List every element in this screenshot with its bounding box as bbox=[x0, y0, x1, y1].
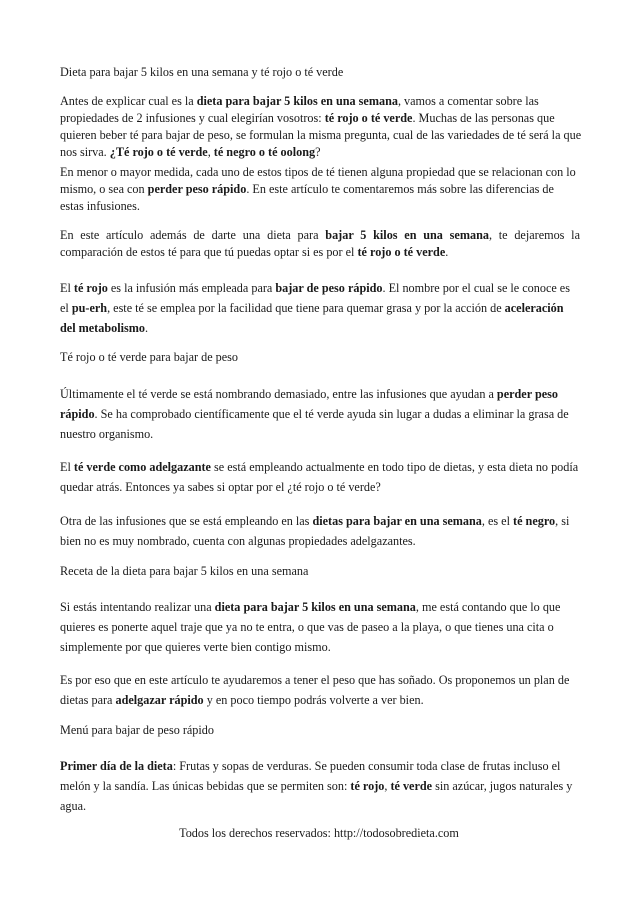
text-run: Es por eso que en este artículo te ayudaremos a tener el peso que has soñado. Os proponemos un plan de dietas para bbox=[60, 673, 570, 707]
bold-text: té verde bbox=[390, 779, 433, 793]
paragraph-primer-dia bbox=[60, 756, 580, 816]
bold-text: té rojo bbox=[350, 779, 385, 793]
text-run: , bbox=[384, 779, 391, 793]
paragraph-adelgazante bbox=[60, 457, 580, 497]
bold-text: té verde como adelgazante bbox=[73, 460, 211, 474]
text-run: , bbox=[207, 145, 214, 159]
text-run: En menor o mayor medida, cada uno de estos tipos de té tienen alguna propiedad que se relacionan con lo mismo, o sea con bbox=[60, 165, 576, 196]
text-run: y en poco tiempo podrás volverte a ver bien. bbox=[203, 693, 424, 707]
paragraph-plan-dietas bbox=[60, 670, 580, 710]
text-run: Si estás intentando realizar una bbox=[60, 600, 215, 614]
text-run: El bbox=[60, 460, 74, 474]
bold-text: perder peso rápido bbox=[60, 387, 558, 421]
bold-text: aceleración del metabolismo bbox=[60, 301, 564, 335]
text-run: , si bien no es muy nombrado, cuenta con algunas propiedades adelgazantes. bbox=[60, 514, 570, 548]
text-run: , me está contando que lo que quieres es ponerte aquel traje que ya no te entra, o que vas de paseo a la playa, o que tienes una cita o simplemente por que quieres verte bien contigo mismo. bbox=[60, 600, 561, 654]
bold-text: té rojo o té verde bbox=[324, 111, 413, 125]
heading-receta: Receta de la dieta para bajar 5 kilos en una semana bbox=[60, 564, 309, 578]
text-run: sin azúcar, jugos naturales y agua. bbox=[60, 779, 573, 813]
bold-text: té rojo o té verde bbox=[357, 245, 446, 259]
heading-menu: Menú para bajar de peso rápido bbox=[60, 723, 214, 737]
bold-text: adelgazar rápido bbox=[115, 693, 204, 707]
paragraph-menor-mayor bbox=[60, 164, 580, 215]
bold-text: pu-erh bbox=[71, 301, 108, 315]
text-run: . En este artículo te comentaremos más sobre las diferencias de estas infusiones. bbox=[60, 182, 554, 213]
text-run: , este té se emplea por la facilidad que tiene para quemar grasa y por la acción de bbox=[107, 301, 505, 315]
bold-text: bajar 5 kilos en una semana bbox=[325, 228, 489, 242]
paragraph-articulo bbox=[60, 227, 580, 261]
paragraph-te-verde bbox=[60, 384, 580, 444]
bold-text: dieta para bajar 5 kilos en una semana bbox=[196, 94, 398, 108]
text-run: , vamos a comentar sobre las propiedades de 2 infusiones y cual elegirían vosotros: bbox=[60, 94, 539, 125]
bold-text: Primer día de la dieta bbox=[60, 759, 173, 773]
bold-text: té negro o té oolong bbox=[213, 145, 316, 159]
text-run: En este artículo además de darte una dieta para bbox=[60, 228, 326, 242]
bold-text: dieta para bajar 5 kilos en una semana bbox=[214, 600, 416, 614]
text-run: , es el bbox=[481, 514, 514, 528]
text-run: , te dejaremos la comparación de estos té para que tú puedas optar si es por el bbox=[60, 228, 580, 259]
document-title: Dieta para bajar 5 kilos en una semana y té rojo o té verde bbox=[60, 65, 344, 79]
bold-text: bajar de peso rápido bbox=[275, 281, 383, 295]
text-run: Antes de explicar cual es la bbox=[60, 94, 197, 108]
bold-text: dietas para bajar en una semana bbox=[312, 514, 482, 528]
text-run: ? bbox=[315, 145, 321, 159]
paragraph-te-negro bbox=[60, 511, 580, 551]
footer-copyright: Todos los derechos reservados: http://todosobredieta.com bbox=[179, 826, 459, 840]
text-run: . bbox=[144, 321, 149, 335]
text-run: se está empleando actualmente en todo tipo de dietas, y esta dieta no podía quedar atrás. Entonces ya sabes si optar por el ¿té rojo o té verde? bbox=[60, 460, 579, 494]
text-run: . Muchas de las personas que quieren beber té para bajar de peso, se formulan la misma pregunta, cual de las variedades de té será la que nos sirva. bbox=[60, 111, 582, 159]
text-run: El bbox=[60, 281, 74, 295]
text-run: . bbox=[445, 245, 449, 259]
text-run: es la infusión más empleada para bbox=[107, 281, 276, 295]
text-run: : Frutas y sopas de verduras. Se pueden consumir toda clase de frutas incluso el melón y la sandía. Las únicas bebidas que se permiten son: bbox=[60, 759, 561, 793]
bold-text: té negro bbox=[513, 514, 556, 528]
heading-te-rojo-verde: Té rojo o té verde para bajar de peso bbox=[60, 350, 238, 364]
text-run: . El nombre por el cual se le conoce es el bbox=[60, 281, 570, 315]
paragraph-intro bbox=[60, 93, 582, 161]
bold-text: ¿Té rojo o té verde bbox=[109, 145, 208, 159]
bold-text: té rojo bbox=[73, 281, 108, 295]
text-run: Últimamente el té verde se está nombrando demasiado, entre las infusiones que ayudan a bbox=[60, 387, 497, 401]
text-run: . Se ha comprobado científicamente que el té verde ayuda sin lugar a dudas a eliminar la grasa de nuestro organismo. bbox=[60, 407, 569, 441]
paragraph-te-rojo bbox=[60, 278, 580, 338]
text-run: Otra de las infusiones que se está empleando en las bbox=[60, 514, 313, 528]
bold-text: perder peso rápido bbox=[147, 182, 247, 196]
paragraph-realizar-dieta bbox=[60, 597, 580, 657]
